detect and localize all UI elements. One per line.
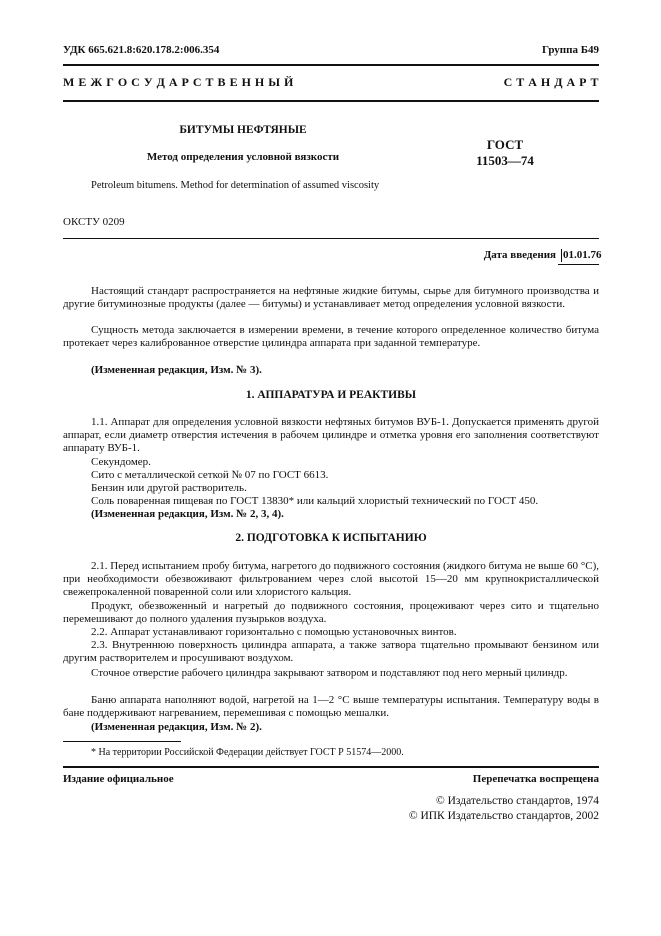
intro-paragraph-1: Настоящий стандарт распространяется на нефтяные жидкие битумы, сырье для битумного производства и другие битуминозные продукты (далее — битумы) и устанавливает метод определения условной вязкости. (63, 285, 599, 311)
intro-revision: (Измененная редакция, Изм. № 3). (91, 364, 262, 376)
section-2-paragraph-6: Баню аппарата наполняют водой, нагретой на 1—2 °С выше температуры испытания. Температуру воды в бане поддерживают нагреванием, перемешивая с помощью мешалки. (63, 694, 599, 720)
standard-label: С Т А Н Д А Р Т (503, 75, 599, 89)
group-code: Группа Б49 (542, 44, 599, 56)
date-label: Дата введения (483, 249, 556, 261)
copyright-1974: © Издательство стандартов, 1974 (435, 795, 599, 807)
gost-label: ГОСТ (486, 137, 524, 152)
section-2-paragraph-3: 2.2. Аппарат устанавливают горизонтально с помощью установочных винтов. (91, 626, 457, 638)
udk-code: УДК 665.621.8:620.178.2:006.354 (63, 44, 220, 56)
section-1-title: 1. АППАРАТУРА И РЕАКТИВЫ (245, 389, 417, 401)
official-edition-label: Издание официальное (63, 773, 174, 785)
footer-rule (63, 766, 599, 768)
oksty-code: ОКСТУ 0209 (63, 216, 125, 228)
document-title: БИТУМЫ НЕФТЯНЫЕ (179, 124, 307, 136)
reprint-prohibited-label: Перепечатка воспрещена (472, 773, 599, 785)
interstate-label: М Е Ж Г О С У Д А Р С Т В Е Н Н Ы Й (63, 75, 294, 89)
section-1-revision: (Измененная редакция, Изм. № 2, 3, 4). (91, 508, 284, 520)
english-title: Petroleum bitumens. Method for determination of assumed viscosity (91, 180, 380, 191)
section-2-paragraph-1: 2.1. Перед испытанием пробу битума, нагретого до подвижного состояния (жидкого битума не выше 60 °С), при необходимости обезвоживают фильтрованием через слой высотой 15—20 мм крупнокристаллической свежепрокаленной поваренной соли или хлористого кальция. (63, 560, 599, 599)
title-block-rule (63, 238, 599, 239)
date-value: 01.01.76 (563, 249, 602, 261)
section-1-item-sieve: Сито с металлической сеткой № 07 по ГОСТ 6613. (91, 469, 329, 481)
copyright-2002: © ИПК Издательство стандартов, 2002 (408, 810, 599, 822)
header-rule-top (63, 64, 599, 66)
date-underline (558, 264, 599, 265)
section-1-item-salt: Соль поваренная пищевая по ГОСТ 13830* или кальций хлористый технический по ГОСТ 450. (91, 495, 539, 507)
footnote: * На территории Российской Федерации действует ГОСТ Р 51574—2000. (91, 747, 404, 758)
section-1-item-solvent: Бензин или другой растворитель. (91, 482, 247, 494)
section-2-revision: (Измененная редакция, Изм. № 2). (91, 721, 262, 733)
document-subtitle: Метод определения условной вязкости (146, 151, 340, 163)
gost-number: 11503—74 (476, 153, 534, 168)
section-2-paragraph-2: Продукт, обезвоженный и нагретый до подвижного состояния, процеживают через сито и тщательно перемешивают до полного удаления пузырьков воздуха. (63, 600, 599, 626)
section-1-paragraph-1: 1.1. Аппарат для определения условной вязкости нефтяных битумов ВУБ-1. Допускается применять другой аппарат, если диаметр отверстия истечения в рабочем цилиндре и отметка уровня его заполнения соответствуют аппарату ВУБ-1. (63, 416, 599, 455)
section-2-paragraph-4: 2.3. Внутреннюю поверхность цилиндра аппарата, а также затвора тщательно промывают бензином или другим растворителем и просушивают воздухом. (63, 639, 599, 665)
section-2-paragraph-5: Сточное отверстие рабочего цилиндра закрывают затвором и подставляют под него мерный цилиндр. (91, 667, 568, 679)
section-2-title: 2. ПОДГОТОВКА К ИСПЫТАНИЮ (235, 532, 427, 544)
intro-paragraph-2: Сущность метода заключается в измерении времени, в течение которого определенное количество битума протекает через калиброванное отверстие цилиндра аппарата при заданной температуре. (63, 324, 599, 350)
section-1-item-stopwatch: Секундомер. (91, 456, 151, 468)
footnote-rule (63, 741, 181, 742)
header-rule-bottom (63, 100, 599, 102)
